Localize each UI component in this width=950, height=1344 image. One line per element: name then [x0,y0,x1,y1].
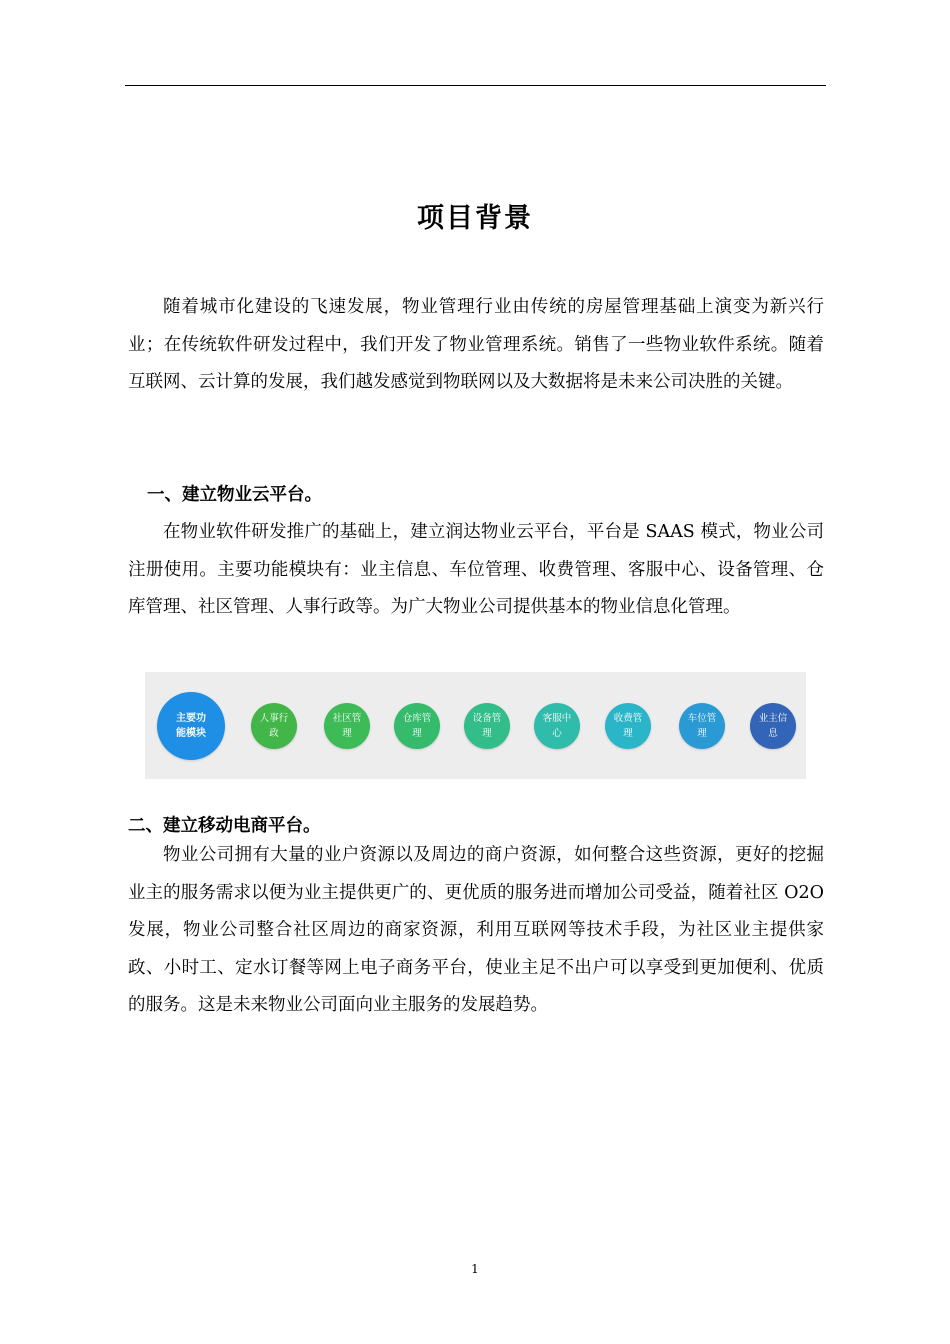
section2-heading: 二、建立移动电商平台。 [128,816,321,836]
section1-heading: 一、建立物业云平台。 [147,485,322,505]
intro-text: 随着城市化建设的飞速发展，物业管理行业由传统的房屋管理基础上演变为新兴行业；在传统软件研发过程中，我们开发了物业管理系统。销售了一些物业软件系统。随着互联网、云计算的发展，我们越发感觉到物联网以及大数据将是未来公司决胜的关键。 [128,297,824,392]
module-circle [605,703,651,749]
module-label: 客服中心 [542,713,572,739]
module-circle [679,703,725,749]
section2-text: 物业公司拥有大量的业户资源以及周边的商户资源，如何整合这些资源，更好的挖掘业主的服务需求以便为业主提供更广的、更优质的服务进而增加公司受益，随着社区 O2O 发展，物业公司整合社区周边的商家资源，利用互联网等技术手段，为社区业主提供家政、小时工、定水订餐等网上电子商务平台，使业主足不出户可以享受到更加便利、优质的服务。这是未来物业公司面向业主服务的发展趋势。 [128,845,824,1015]
module-circle [251,703,297,749]
section1-paragraph [128,514,824,627]
intro-paragraph [128,289,824,402]
page-title: 项目背景 [417,203,533,234]
page-number: 1 [471,1262,479,1276]
module-circle [750,703,796,749]
module-label: 收费管理 [613,713,643,739]
section1-text: 在物业软件研发推广的基础上，建立润达物业云平台，平台是 SAAS 模式，物业公司注册使用。主要功能模块有：业主信息、车位管理、收费管理、客服中心、设备管理、仓库管理、社区管理、人事行政等。为广大物业公司提供基本的物业信息化管理。 [128,522,824,617]
module-circle [324,703,370,749]
modules-banner [145,672,806,779]
module-label: 仓库管理 [402,713,432,739]
module-circle [464,703,510,749]
module-label: 业主信息 [758,713,788,739]
main-modules-circle [157,692,225,760]
section2-paragraph [128,837,824,1025]
module-circle [394,703,440,749]
module-circle [534,703,580,749]
main-modules-label: 主要功能模块 [176,713,206,739]
module-label: 设备管理 [472,713,502,739]
module-label: 车位管理 [687,713,717,739]
header-rule [125,85,826,86]
module-label: 人事行政 [259,713,289,739]
module-label: 社区管理 [332,713,362,739]
